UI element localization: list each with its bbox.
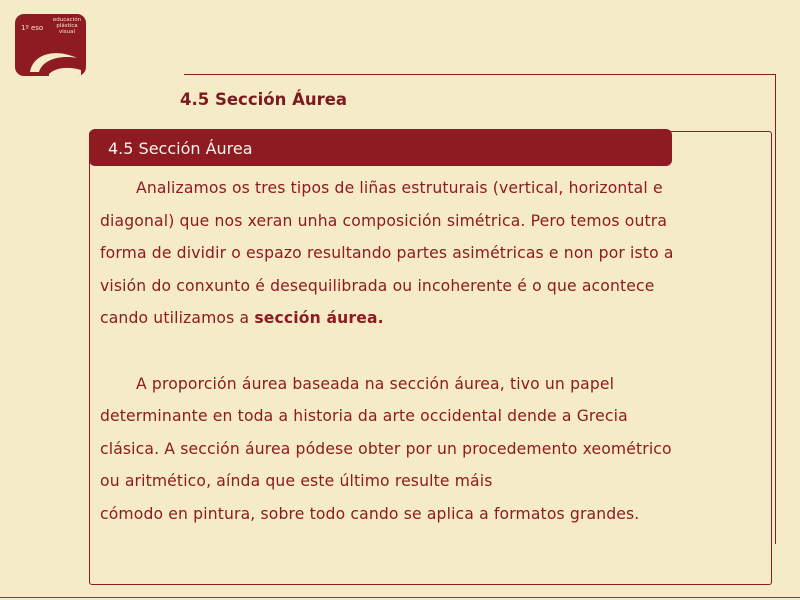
text-line: determinante en toda a historia da arte occidental dende a Grecia <box>100 407 628 426</box>
text-line: diagonal) que nos xeran unha composición simétrica. Pero temos outra <box>100 211 668 230</box>
top-divider <box>184 74 776 75</box>
text-line: clásica. A sección áurea pódese obter por un procedemento xeométrico <box>100 439 672 458</box>
paragraph-1 <box>100 172 768 335</box>
text-line: cómodo en pintura, sobre todo cando se aplica a formatos grandes. <box>100 504 640 523</box>
bold-term: sección áurea. <box>254 309 384 328</box>
logo-subject-line: visual <box>58 29 76 35</box>
panel-body <box>100 172 768 531</box>
logo-subject-line: plástica <box>56 23 78 29</box>
page-title: 4.5 Sección Áurea <box>180 90 348 109</box>
logo-arc-icon <box>15 14 86 76</box>
bottom-divider <box>0 597 800 598</box>
text-line: ou aritmético, aínda que este último resulte máis <box>100 472 493 491</box>
paragraph-2 <box>100 368 768 531</box>
text-line: A proporción áurea baseada na sección áurea, tivo un papel <box>136 374 615 393</box>
text-line: cando utilizamos a <box>100 309 255 328</box>
panel-title: 4.5 Sección Áurea <box>89 129 672 166</box>
logo-grade-text: 1º eso <box>21 24 44 32</box>
logo-subject-line: educación <box>52 17 82 23</box>
text-line: forma de dividir o espazo resultando partes asimétricas e non por isto a <box>100 244 674 263</box>
right-divider <box>775 74 776 544</box>
text-line: visión do conxunto é desequilibrada ou incoherente é o que acontece <box>100 276 655 295</box>
text-line: Analizamos os tres tipos de liñas estruturais (vertical, horizontal e <box>136 179 663 197</box>
site-logo[interactable] <box>15 14 86 76</box>
